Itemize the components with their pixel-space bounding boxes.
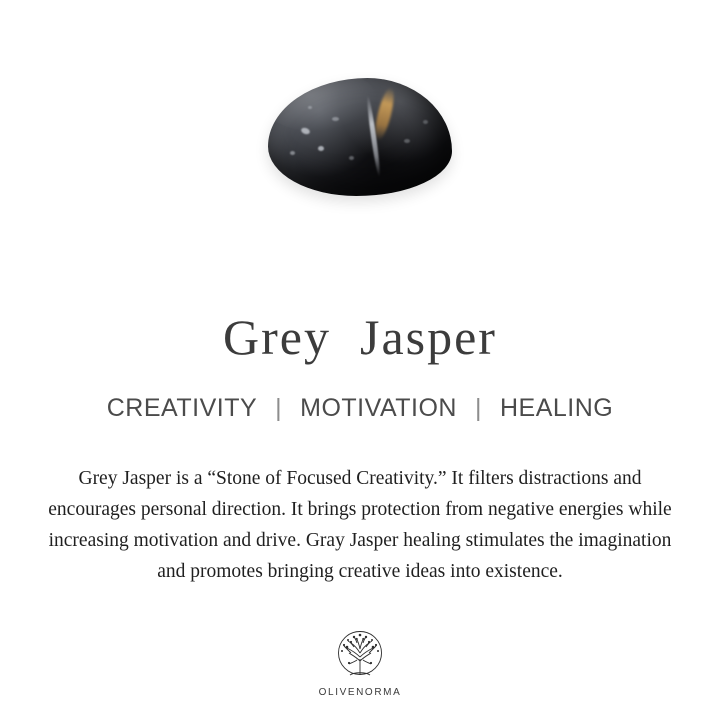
tree-of-life-icon xyxy=(324,629,396,685)
page-title: Grey Jasper xyxy=(223,309,497,365)
stone-speck xyxy=(423,120,428,124)
stone-image-area xyxy=(0,0,720,270)
keyword-healing: HEALING xyxy=(499,394,614,422)
keyword-list xyxy=(105,394,616,423)
keyword-separator: | xyxy=(275,394,283,422)
keyword-separator: | xyxy=(474,394,482,422)
stone-shape xyxy=(268,78,452,196)
grey-jasper-stone-image xyxy=(268,78,452,196)
stone-speck xyxy=(318,146,324,151)
stone-speck xyxy=(290,151,295,155)
product-description: Grey Jasper is a “Stone of Focused Creativity.” It filters distractions and encourages personal direction. It brings protection from negative energies while increasing motivation and drive. Gray Jasper healing stimulates the imagination and promotes bringing creative ideas into existence. xyxy=(48,468,672,582)
keyword-motivation: MOTIVATION xyxy=(300,394,457,422)
stone-speck xyxy=(349,156,354,160)
stone-speck xyxy=(404,139,410,143)
keyword-creativity: CREATIVITY xyxy=(106,394,258,422)
brand-name: OLIVENORMA xyxy=(318,687,402,698)
brand-block xyxy=(0,629,720,698)
stone-highlight xyxy=(268,78,378,132)
